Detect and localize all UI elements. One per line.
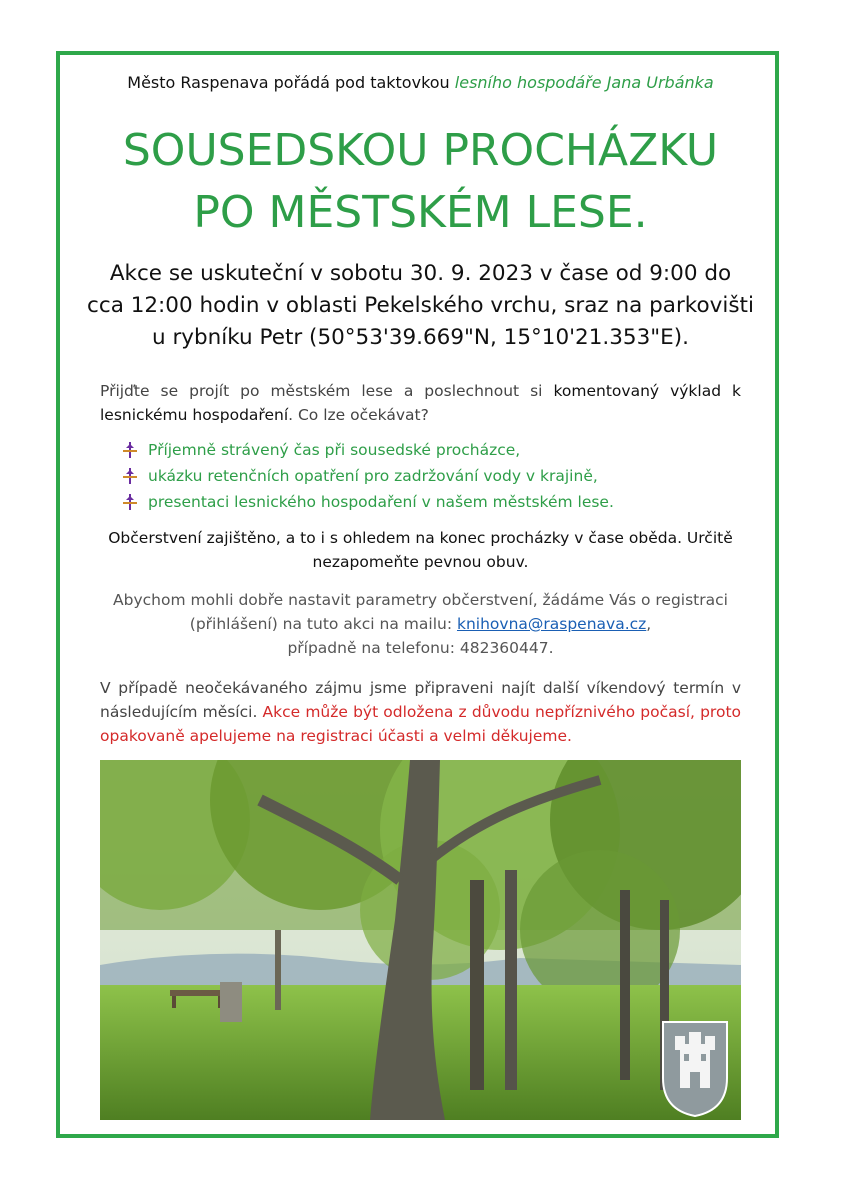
list-item	[122, 489, 614, 515]
postpone-lead: V případě neočekávaného zájmu jsme připraveni najít další víkendový termín v následujícím měsíci.	[100, 679, 741, 721]
invite-bold: komentovaný výklad k lesnickému hospodaření	[100, 382, 742, 424]
list-item-text: ukázku retenčních opatření pro zadržování vody v krajině,	[148, 467, 598, 485]
refreshment-line-2: nezapomeňte pevnou obuv.	[312, 553, 529, 571]
bullet-arrow-icon	[122, 468, 138, 484]
postpone-warning: Akce může být odložena z důvodu nepříznivého počasí, proto opakovaně apelujeme na registraci účasti a velmi děkujeme.	[100, 703, 742, 745]
registration-line-2	[100, 612, 741, 636]
email-link[interactable]: knihovna@raspenava.cz	[456, 615, 647, 633]
bullet-arrow-icon	[122, 442, 138, 458]
registration-line-3: případně na telefonu: 482360447.	[287, 639, 554, 657]
postpone-paragraph	[100, 676, 741, 748]
town-coat-of-arms-icon	[663, 1022, 727, 1116]
list-item-text: presentaci lesnického hospodaření v našem městském lese.	[148, 493, 614, 511]
forest-illustration	[100, 760, 741, 1120]
refreshment-note	[95, 526, 746, 574]
registration-line-2-lead: (přihlášení) na tuto akci na mailu:	[189, 615, 457, 633]
title-line-1: SOUSEDSKOU PROCHÁZKU	[122, 125, 719, 176]
event-details	[85, 258, 756, 354]
invite-paragraph	[100, 379, 741, 427]
registration-line-1: Abychom mohli dobře nastavit parametry občerstvení, žádáme Vás o registraci	[113, 591, 728, 609]
event-line-1: Akce se uskuteční v sobotu 30. 9. 2023 v čase od 9:00 do	[109, 261, 732, 286]
list-item	[122, 437, 614, 463]
bullet-arrow-icon	[122, 494, 138, 510]
intro-line	[0, 73, 841, 92]
registration-line-2-tail: ,	[646, 615, 652, 633]
intro-lead: Město Raspenava pořádá pod taktovkou	[127, 73, 455, 92]
refreshment-line-1: Občerstvení zajištěno, a to i s ohledem na konec procházky v čase oběda. Určitě	[108, 529, 733, 547]
forest-photo	[100, 760, 741, 1120]
page-title	[60, 120, 781, 244]
list-item-text: Příjemně strávený čas při sousedské procházce,	[148, 441, 521, 459]
invite-tail: . Co lze očekávat?	[288, 406, 429, 424]
title-line-2: PO MĚSTSKÉM LESE.	[193, 187, 648, 238]
event-line-2: cca 12:00 hodin v oblasti Pekelského vrchu, sraz na parkovišti	[87, 293, 754, 318]
intro-highlight: lesního hospodáře Jana Urbánka	[454, 73, 714, 92]
registration-note	[100, 588, 741, 660]
expectation-list	[122, 437, 614, 515]
invite-lead: Přijďte se projít po městském lese a poslechnout si	[100, 382, 554, 400]
event-line-3: u rybníku Petr (50°53'39.669"N, 15°10'21.353"E).	[152, 325, 689, 350]
list-item	[122, 463, 614, 489]
